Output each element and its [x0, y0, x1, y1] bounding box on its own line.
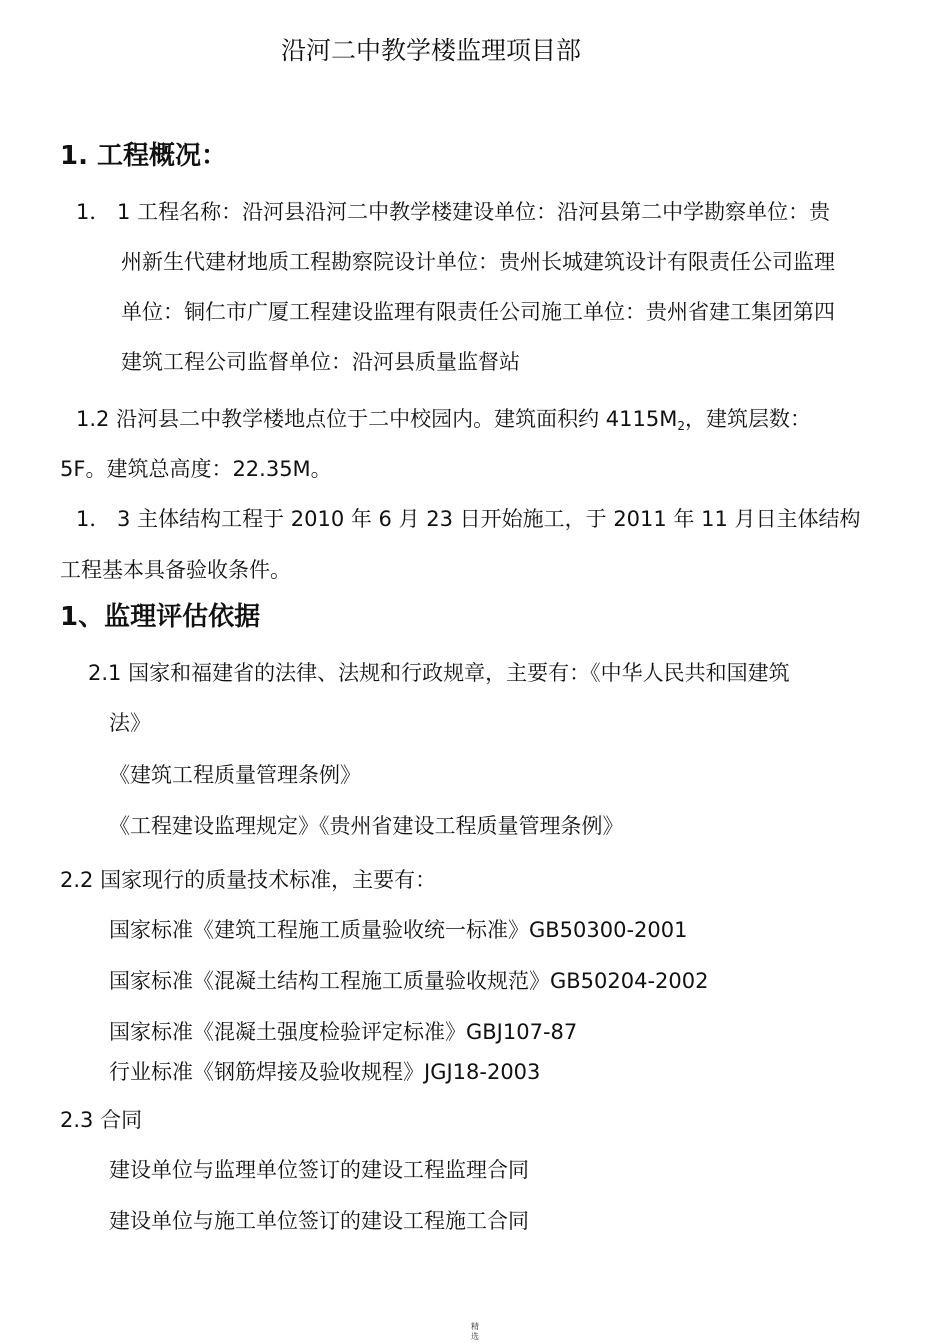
- area-unit-subscript: 2: [677, 419, 685, 433]
- page-title: 沿河二中教学楼监理项目部: [281, 36, 582, 65]
- regulation-item: 《工程建设监理规定》《贵州省建设工程质量管理条例》: [109, 814, 624, 838]
- paragraph-1-1-line-4: 建筑工程公司监督单位：沿河县质量监督站: [121, 350, 520, 374]
- paragraph-1-1-line-1: 1． 1 工程名称：沿河县沿河二中教学楼建设单位：沿河县第二中学勘察单位：贵: [76, 200, 831, 224]
- standard-item: 国家标准《混凝土结构工程施工质量验收规范》GB50204-2002: [109, 969, 709, 993]
- paragraph-1-1-line-2: 州新生代建材地质工程勘察院设计单位：贵州长城建筑设计有限责任公司监理: [121, 250, 835, 274]
- paragraph-1-2-text-b: ，建筑层数：: [684, 407, 811, 431]
- paragraph-1-2-text-a: 1.2 沿河县二中教学楼地点位于二中校园内。建筑面积约 4115M: [76, 407, 678, 431]
- section-1-heading: 1. 工程概况：: [60, 141, 228, 171]
- footer-mark-line-2: 选: [471, 1332, 479, 1341]
- paragraph-2-1-line-2: 法》: [109, 711, 151, 735]
- standard-item: 国家标准《建筑工程施工质量验收统一标准》GB50300-2001: [109, 918, 688, 942]
- contract-item: 建设单位与施工单位签订的建设工程施工合同: [109, 1209, 529, 1233]
- paragraph-1-2-line-2: 5F。建筑总高度：22.35M。: [60, 457, 332, 481]
- footer-mark-line-1: 精: [471, 1322, 479, 1331]
- paragraph-1-2-line-1: [76, 404, 811, 437]
- paragraph-2-3-heading: 2.3 合同: [60, 1108, 143, 1132]
- paragraph-1-1-line-3: 单位：铜仁市广厦工程建设监理有限责任公司施工单位：贵州省建工集团第四: [121, 300, 835, 324]
- section-2-heading: 1、监理评估依据: [60, 602, 261, 632]
- contract-item: 建设单位与监理单位签订的建设工程监理合同: [109, 1158, 529, 1182]
- paragraph-2-2-heading: 2.2 国家现行的质量技术标准，主要有：: [60, 868, 437, 892]
- regulation-item: 《建筑工程质量管理条例》: [109, 763, 361, 787]
- standard-item: 国家标准《混凝土强度检验评定标准》GBJ107-87: [109, 1020, 578, 1044]
- paragraph-1-3-line-2: 工程基本具备验收条件。: [60, 558, 291, 582]
- paragraph-1-3-line-1: 1． 3 主体结构工程于 2010 年 6 月 23 日开始施工，于 2011 年 11 月日主体结构: [76, 507, 861, 531]
- standard-item: 行业标准《钢筋焊接及验收规程》JGJ18-2003: [109, 1060, 541, 1084]
- paragraph-2-1-line-1: 2.1 国家和福建省的法律、法规和行政规章，主要有：《中华人民共和国建筑: [88, 661, 790, 685]
